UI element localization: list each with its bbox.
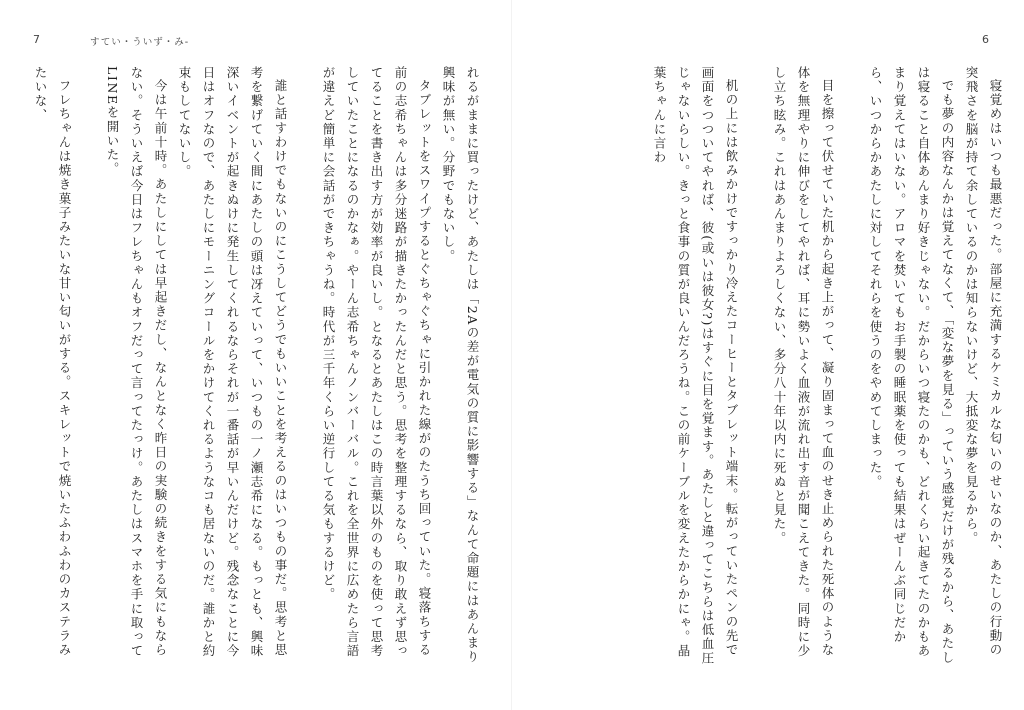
paragraph: 目を擦って伏せていた机から起き上がって、凝り固まって血のせき止められた死体のような体を無理やりに伸びをしてやれば、耳に勢いよく血液が流れ出す音が聞こえてきた。同時に少し立ち眩み。これはあんまりよろしくない、多分八十年以内に死ぬと見た。	[772, 66, 835, 659]
left-page-number: 7	[33, 33, 40, 46]
paragraph: タブレットをスワイプするとぐちゃぐちゃに引かれた線がのたうち回っていた。寝落ちする前の志希ちゃんは多分迷路が描きたかったんだと思う。思考を整理するなら、取り敢えず思ってることを書き出す方が効率が良いし。となるとあたしはこの時言葉以外のものを使って思考していたことになるのかなぁ。やーん志希ちゃんノンバーバル。これを全世界に広めたら言語が違えど簡単に会話ができちゃうね。時代が三千年くらい逆行してる気もするけど。	[321, 66, 432, 659]
paragraph-break	[839, 66, 863, 666]
paragraph-break	[743, 66, 767, 666]
paragraph: 誰と話すわけでもないのにこうしてどうでもいいことを考えるのはいつもの事だ。思考と思考を繋げていく間にあたしの頭は冴えていって、いつもの一ノ瀬志希になる。もっとも、興味深いイベントが起きぬけに発生してくれるならそれが一番話が早いんだけど。残念なことに今日はオフなので、あたしにモーニングコールをかけてくれるようなコも居ないのだ。誰かと約束もしてないし。	[177, 66, 288, 659]
paragraph: 寝覚めはいつも最悪だった。部屋に充満するケミカルな匂いのせいなのか、あたしの行動の突飛さを脳が持て余しているのかは知らないけど、大抵変な夢を見るから。	[964, 66, 1003, 657]
paragraph: でも夢の内容なんかは覚えてなくて、「変な夢を見る」っていう感覚だけが残るから、あたしは寝ること自体あんまり好きじゃない。だからいつ寝たのかも、どれくらい起きてたのかもあまり覚えてはいない。アロマを焚いてもお手製の睡眠薬を使っても結果はぜーんぶ同じだから、いつからかあたしに対してそれらを使うのをやめてしまった。	[868, 66, 955, 665]
paragraph: 今は午前十時。あたしにしては早起きだし、なんとなく昨日の実験の続きをする気にもならない。そういえば今日はフレちゃんもオフだって言ってたっけ。あたしはスマホを手に取ってLINEを開いた。	[105, 66, 168, 659]
paragraph-break	[292, 66, 316, 666]
paragraph-break	[76, 66, 100, 666]
left-page-body	[24, 66, 484, 666]
paragraph: 机の上には飲みかけですっかり冷えたコーヒーとタブレット端末。転がっていたペンの先で画面をつついてやれば、彼(或いは彼女?)はすぐに目を覚ます。あたしと違ってこちらは低血圧じゃないらしい。きっと食事の質が良いんだろうね。この前ケーブルを変えたからかにゃ。晶葉ちゃんに言わ	[652, 66, 739, 666]
right-page	[512, 0, 1024, 710]
paragraph: れるがままに買ったけど、あたしは「2Aの差が電気の質に影響する」なんて命題にはあんまり興味が無い。分野でもないし。	[441, 66, 480, 665]
running-title: すてい・ういず・み-	[90, 37, 190, 48]
paragraph: フレちゃんは焼き菓子みたいな甘い匂いがする。スキレットで焼いたふわふわのカステラみたいな、	[33, 66, 72, 657]
right-page-number: 6	[982, 33, 989, 46]
right-page-body	[627, 66, 1007, 666]
